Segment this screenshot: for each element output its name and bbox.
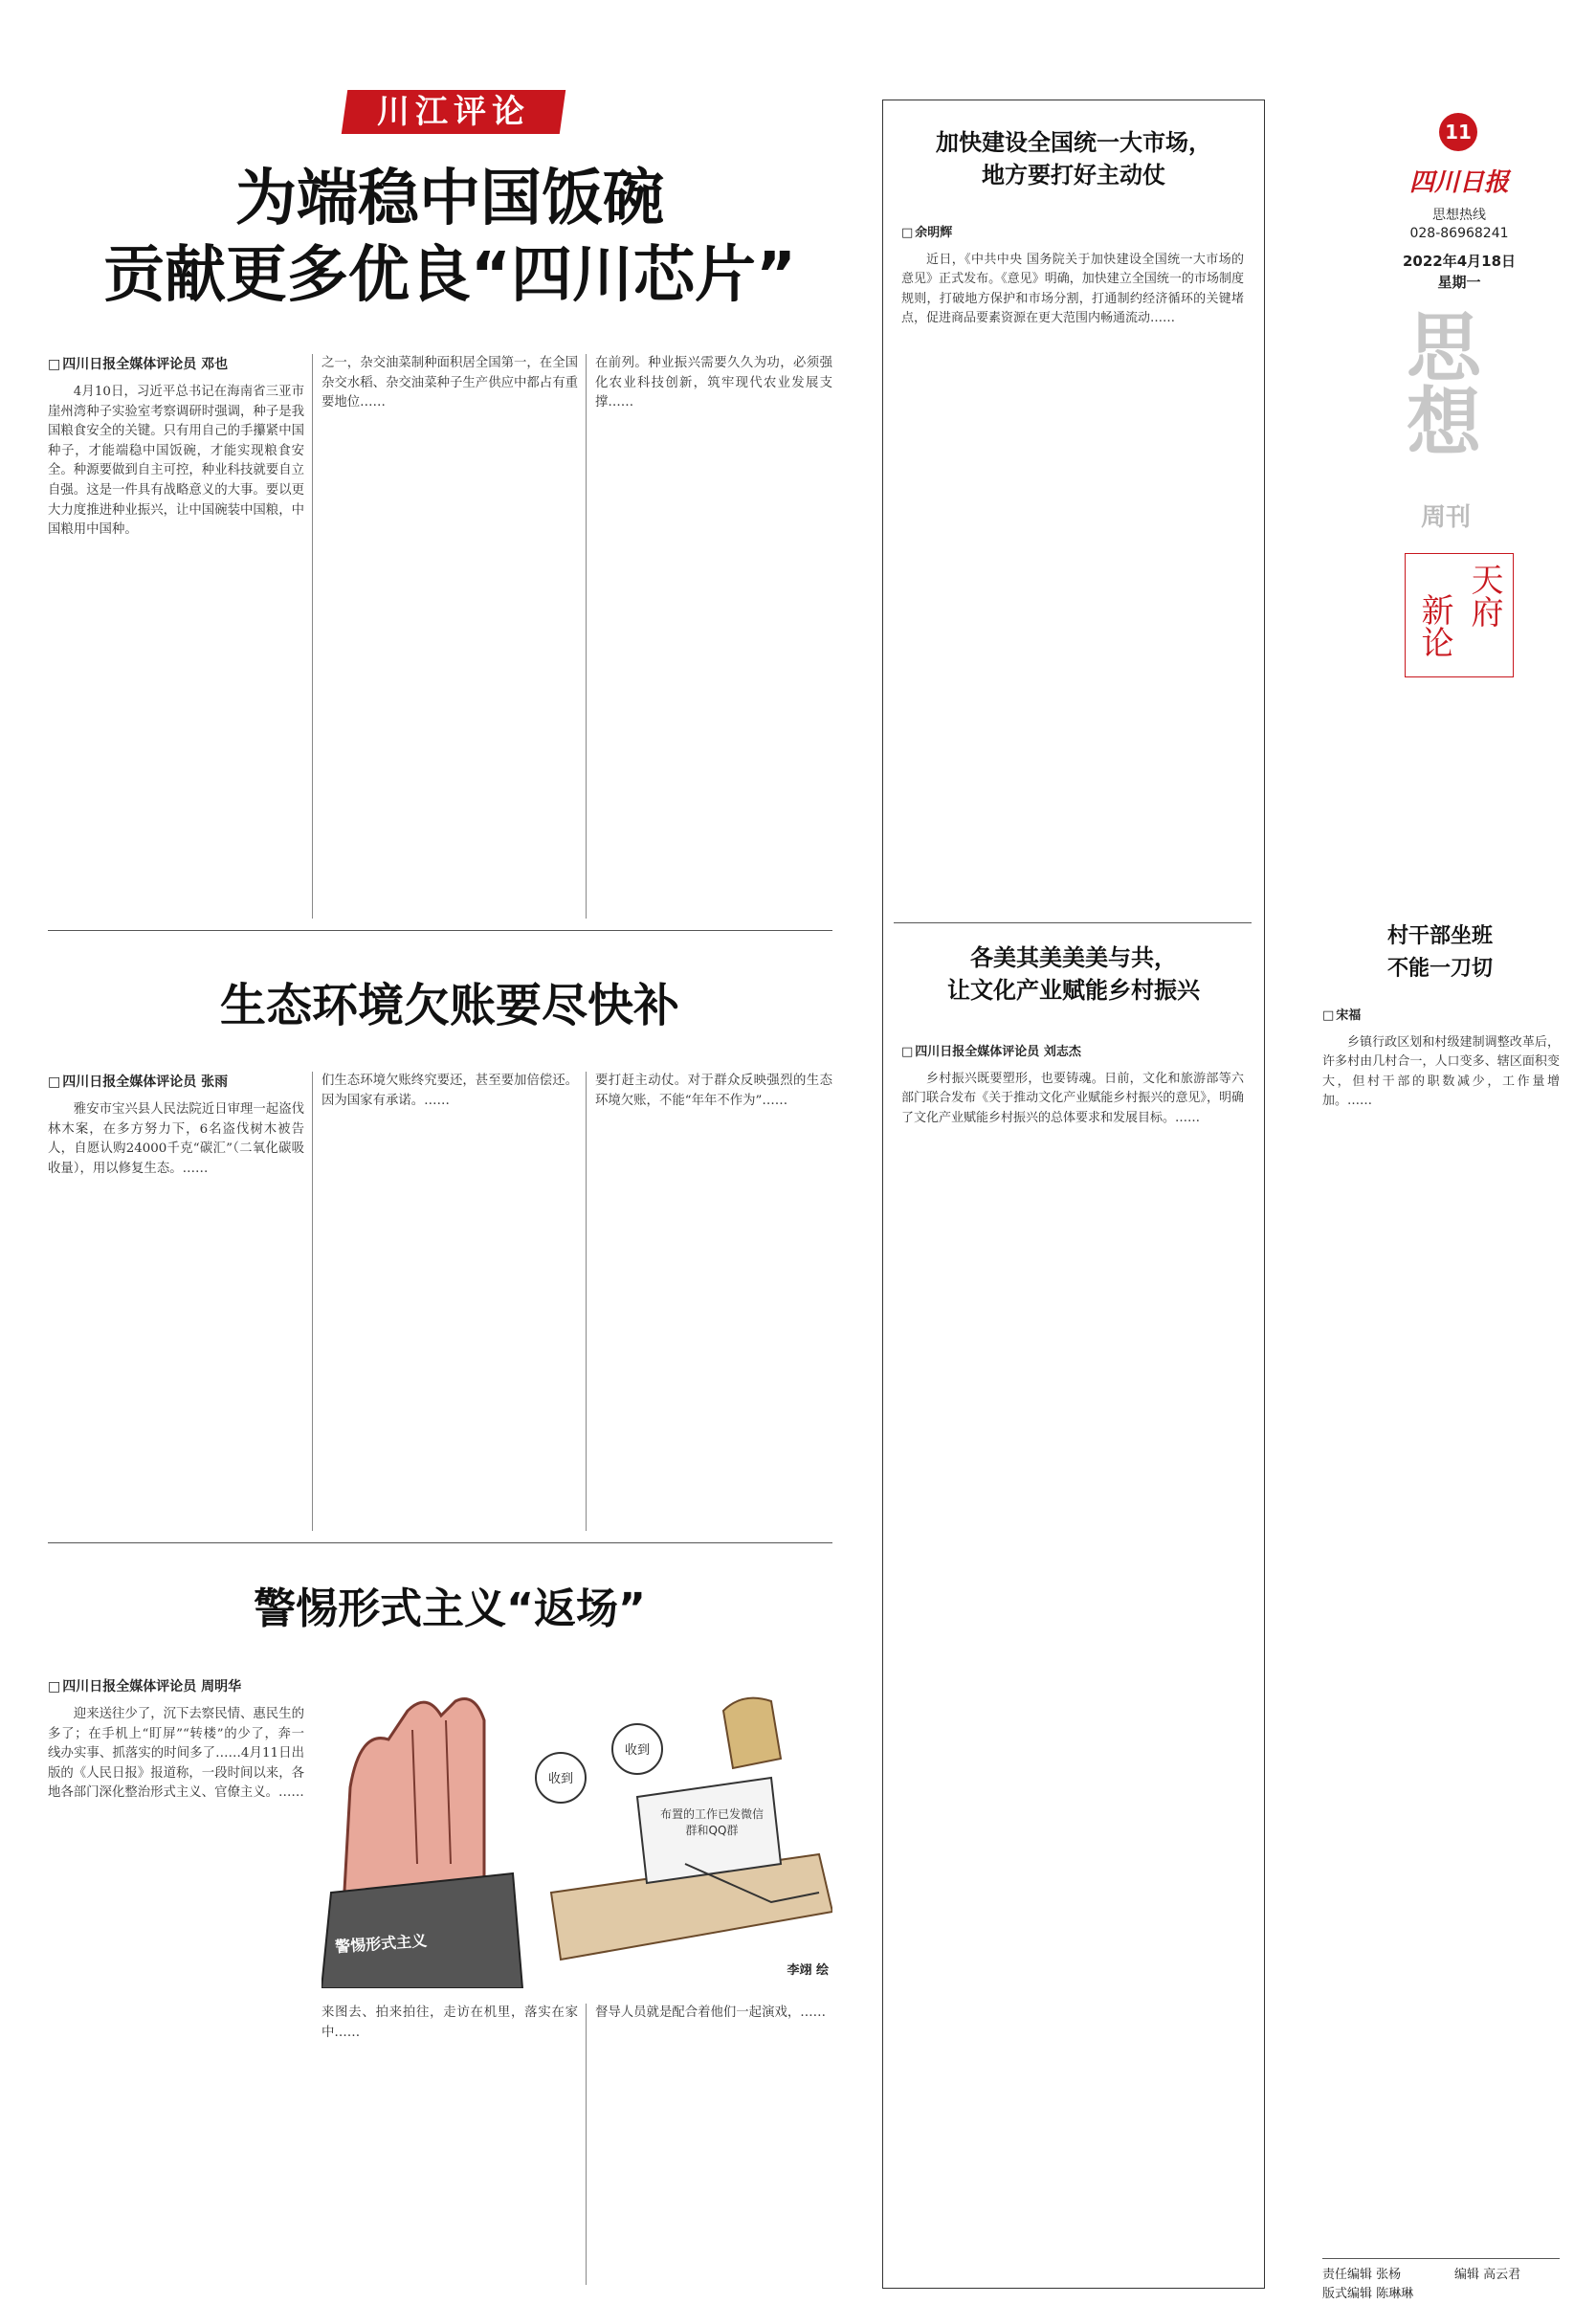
cartoon-screen-text: 布置的工作已发微信群和QQ群 [659,1807,764,1837]
section-title: 思想 [1394,308,1481,457]
article4-byline: □ 余明辉 [901,222,952,240]
column-stamp-line2: 新论 [1415,593,1453,658]
article1-col2: 之一，杂交油菜制种面积居全国第一，在全国杂交水稻、杂交油菜种子生产供应中都占有重要地位…… [321,356,578,410]
article2-col3: 要打赶主动仗。对于群众反映强烈的生态环境欠账，不能“年年不作为”…… [595,1074,832,1108]
article1-byline: □ 四川日报全媒体评论员 邓也 [48,354,228,373]
article5-title-line1: 各美其美美美与共， [970,944,1177,971]
article5-body: 乡村振兴既要塑形，也要铸魂。日前，文化和旅游部等六部门联合发布《关于推动文化产业赋能乡村振兴的意见》，明确了文化产业赋能乡村振兴的总体要求和发展目标。…… [901,1072,1244,1125]
article5-title-line2: 让文化产业赋能乡村振兴 [947,977,1200,1004]
article2-title: 生态环境欠账要尽快补 [219,979,679,1032]
column-stamp-line1: 天府 [1465,563,1503,628]
cartoon-sleeve-label: 警惕形式主义 [334,1931,428,1957]
issue-weekday: 星期一 [1437,274,1481,291]
hotline-number: 028-86968241 [1409,226,1509,241]
page-number: 11 [1445,121,1472,144]
article2-col2: 们生态环境欠账终究要还，甚至要加倍偿还。因为国家有承诺。…… [321,1074,578,1108]
article2-byline: □ 四川日报全媒体评论员 张雨 [48,1072,228,1091]
article1-title-line1: 为端稳中国饭碗 [235,164,664,234]
article2-col1: 雅安市宝兴县人民法院近日审理一起盗伐林木案，在多方努力下，6名盗伐树木被告人，自愿认购24000千克“碳汇”（二氧化碳吸收量），用以修复生态。…… [48,1102,304,1176]
article6-title-line2: 不能一刀切 [1386,957,1493,981]
article6-title-line1: 村干部坐班 [1386,924,1493,948]
article3-col3: 督导人员就是配合着他们一起演戏，…… [595,2005,827,2020]
cartoon-bubble1: 收到 [547,1772,573,1786]
article3-col2: 来图去、拍来拍往，走访在机里，落实在家中…… [321,2005,578,2040]
footer-designer: 版式编辑 陈琳琳 [1322,2287,1414,2301]
section-subtitle: 周刊 [1420,503,1471,532]
article3-col1: 迎来送往少了，沉下去察民情、惠民生的多了；在手机上“盯屏”“转楼”的少了，奔一线办实事、抓落实的时间多了……4月11日出版的《人民日报》报道称，一段时间以来，各地各部门深化整治形式主义、官僚主义。…… [48,1707,304,1801]
cartoon-bubble2: 收到 [624,1743,650,1758]
cartoon [321,1673,832,1988]
column-tag-text: 川江评论 [377,93,530,131]
article4-body: 近日，《中共中央 国务院关于加快建设全国统一大市场的意见》正式发布。《意见》明确，加快建立全国统一的市场制度规则，打破地方保护和市场分割，打通制约经济循环的关键堵点，促进商品要素资源在更大范围内畅通流动…… [901,253,1244,326]
issue-date: 2022年4月18日 [1402,253,1517,270]
article1-col1: 4月10日，习近平总书记在海南省三亚市崖州湾种子实验室考察调研时强调，种子是我国粮食安全的关键。只有用自己的手攥紧中国种子，才能端稳中国饭碗，才能实现粮食安全。种源要做到自主可控，种业科技就要自立自强。这是一件具有战略意义的大事。要以更大力度推进种业振兴，让中国碗装中国粮，中国粮用中国种。 [48,385,304,538]
paper-logo: 四川日报 [1408,168,1509,197]
footer-editor2: 编辑 高云君 [1454,2268,1521,2282]
article4-title-line2: 地方要打好主动仗 [982,162,1165,188]
cartoon-credit: 李翊 绘 [787,1963,829,1978]
article6-body: 乡镇行政区划和村级建制调整改革后，许多村由几村合一，人口变多、辖区面积变大，但村干部的职数减少，工作量增加。…… [1322,1035,1560,1109]
article4-title-line1: 加快建设全国统一大市场， [936,129,1211,156]
article3-title: 警惕形式主义“返场” [254,1584,646,1633]
hotline-label: 思想热线 [1432,208,1486,223]
footer-editor1: 责任编辑 张杨 [1322,2268,1402,2282]
article6-byline: □ 宋福 [1322,1005,1361,1023]
article1-col3: 在前列。种业振兴需要久久为功，必须强化农业科技创新，筑牢现代农业发展支撑…… [595,356,832,410]
article5-byline: □ 四川日报全媒体评论员 刘志杰 [901,1041,1081,1059]
article1-title-line2: 贡献更多优良“四川芯片” [102,240,797,311]
article3-byline: □ 四川日报全媒体评论员 周明华 [48,1676,241,1695]
